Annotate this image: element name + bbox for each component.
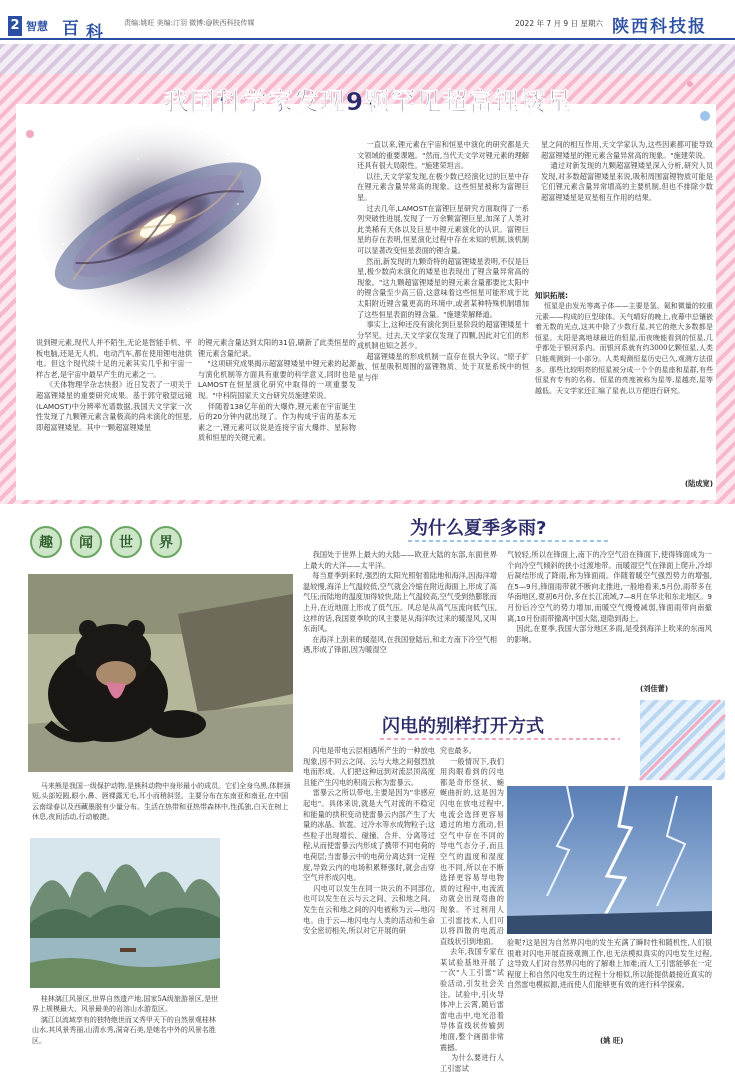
article1-column-d: 星之间的相互作用,天文学家认为,这些因素都可能导致超富锂矮星的锂元素含量异常高的现象。"施建荣说。 通过对新发现的九颗超富锂矮星深入分析,研究人员发现,对多数超富锂矮星来说,吸积周围富锂物质可能是它们锂元素含量异常增高的主要机制,但也不排除少数超富锂矮星是双星相互作用的结果。 (541, 140, 713, 202)
article-title-lithium-dwarfs: 我国科学家发现9颗罕见超富锂矮星 (163, 87, 573, 116)
column-label: 智慧 (26, 20, 48, 33)
knowledge-sidebar (535, 290, 713, 500)
quaint-char-1: 趣 (30, 526, 62, 558)
river-caption: 桂林漓江风景区,世界自然遗产地,国家5A级旅游景区,是世界上规模最大、风景最美的岩溶山水游览区。 漓江以流域享有的独特绝世而又秀甲天下的自然景观桂林山水,其风景秀丽,山清水秀,洞奇石美,是她名中外的风景名胜区。 (32, 995, 219, 1045)
newspaper-masthead: 陕西科技报 (612, 17, 707, 37)
sun-bear-photo (28, 574, 293, 772)
article1-column-a: 说到锂元素,现代人并不陌生,无论是智能手机、平板电脑,还是无人机、电动汽车,都在使用锂电池供电。但这个现代续十足的元素其实几乎和宇宙一样古老,是宇宙中最早产生的元素之一。 《天体物理学杂志快报》近日发表了一项关于超富锂矮星的重要研究成果。基于郭守敬望远镜(LAMOST)中分辨率光谱数据,我国天文学家一次性发现了九颗锂元素含量极高的尚未演化的恒星,即超富锂矮星。其中一颗超富锂矮星 (36, 338, 192, 432)
quaint-char-2: 闻 (70, 526, 102, 558)
bear-caption: 马来熊是我国一级保护动物,是熊科动物中身形最小的成员。它们全身乌黑,体胖颈短,头部短圆,眼小,鼻、唇裸露无毛,耳小而稍斜竖。主要分布在东南亚和南亚,在中国云南绿春以及西藏墨脱有少量分布。生活在热带和亚热带森林中,性孤独,白天在树上休息,夜间活动,行动敏捷。 (32, 782, 291, 822)
page-number: 2 (8, 16, 22, 36)
article3-byline: (姚 旺) (600, 1036, 624, 1045)
issue-date: 2022 年 7 月 9 日 星期六 (515, 19, 603, 28)
quaint-world-banner (30, 522, 220, 562)
lijiang-river-photo (30, 838, 220, 988)
title3-underline (380, 736, 620, 742)
article2-byline: (刘佳蕾) (640, 684, 669, 693)
article1-column-b: 的锂元素含量达到太阳的31倍,刷新了此类恒星的锂元素含量纪录。 "这项研究成果揭示超富锂矮星中锂元素的起源与演化机制等方面具有重要的科学意义,同时也是LAMOST在恒星演化研究中取得的一项重要发现。"中科院国家天文台研究员施建荣说。 伴随着138亿年前的大爆炸,锂元素在宇宙诞生后的20分钟内就出现了。作为构成宇宙的基本元素之一,锂元素可以说是连接宇宙大爆炸、星际物质和恒星的关键元素。 (198, 338, 357, 443)
article1-column-c: 一直以来,锂元素在宇宙和恒星中演化的研究都是天文领域的重要课题。"然而,当代天文学对锂元素的理解还具有很大局限性。"施建荣坦言。 以往,天文学家发现,在极少数已经演化过的巨星中存在锂元素含量异常高的现象。这些恒星被称为富锂巨星。 过去几年,LAMOST在富锂巨星研究方面取得了一系列突破性进展,发现了一万余颗富锂巨星,加深了人类对此类稀有天体以及巨星中锂元素演化的认识。富锂巨星的存在表明,恒星演化过程中存在未知的机制,该机制可以显著改变恒星表面的锂含量。 然而,新发现的九颗奇特的超富锂矮星表明,不仅是巨星,极少数尚未演化的矮星也表现出了锂含量异常高的现象。"这九颗超富锂矮星的锂元素含量都要比太阳中的锂含量至少高三倍,这意味着这些恒星可能形成于比太阳附近锂含量更高的环境中,或者某种特殊机制增加了这些恒星表面的锂含量。"施建荣解释道。 事实上,这种还没有演化到巨星阶段的超富锂矮星十分罕见。过去,天文学家仅发现了四颗,因此对它们的形成机制也知之甚少。 超富锂矮星的形成机制一直存在很大争议。"原子扩散、恒星吸积周围的富锂物质、处于双星系统中的恒星与伴 (357, 140, 530, 383)
sidebar-title: 知识拓展: (535, 291, 568, 300)
article3-column-c: 验呢?这是因为自然界闪电的发生充满了瞬时性和随机性,人们很很难对闪电开展直接观测工作,也无法模拟真实的闪电发生过程,这导致人们对自然界闪电的了解难上加难;而人工引雷能够在一定程度上和自然闪电发生的过程十分相似,所以能提供最接近真实的自然雷电模拟源,进而使人们能够更有效的进行科学探索。 (507, 938, 712, 990)
decoration-stripes (640, 700, 725, 780)
sidebar-text: 恒星是由发光等离子体——主要是氢、氦和微量的较重元素——构成的巨型球体。天气晴好的晚上,夜幕中总镶嵌着无数的光点,这其中除了少数行星,其它的绝大多数都是恒星。太阳是离地球最近的恒星,而夜晚能看到的恒星,几乎都处于银河系内。而银河系就有约3000亿颗恒星,人类只能观测到一小部分。人类观测恒星历史已久,观测方法很多。那些比较明亮的恒星被分成一个个的星座和星群,有些恒星有专有的名称。恒星的亮度被称为星等,星越亮,星等越低。天文学家还汇编了星表,以方便进行研究。 (535, 302, 714, 395)
quaint-char-4: 界 (150, 526, 182, 558)
column-label-big-1: 百 (62, 19, 79, 39)
staff-credits: 责编:姚旺 美编:汀羽 微博:@陕西科技传媒 (124, 19, 255, 27)
galaxy-image (38, 124, 278, 329)
article3-column-a: 闪电是带电云层相遇所产生的一种放电现象,因不同云之间、云与大地之间强烈放电而形成。人们把这种远到对流层顶高度且能产生闪电的积雨云称为雷暴云。 雷暴云之所以带电,主要是因为"非感应起电"。具体来说,就是大气对流的不稳定和能量的拱积变动使雷暴云内部产生了大量的冰晶、软雹、过冷水等水成物粒子;这些粒子出现增长、碰撞、合并、分离等过程,从而使雷暴云内形成了携带不同电荷的电荷层;当雷暴云中的电荷分离达到一定程度,导致云内的电场积累释强时,就会击穿空气并形成闪电。 闪电可以发生在同一块云的不同部位,也可以发生在云与云之间、云和地之间。发生在云和地之间的闪电被称为云—地闪电。由于云—地闪电与人类的活动和生命安全密切相关,所以对它开展的研 (303, 746, 436, 936)
article2-column-b: 气较轻,所以在锋面上,南下的冷空气沿在锋面下,使得锋面成为一个向冷空气倾斜的狭小过渡地带。而暖湿空气在锋面上爬升,冷却后凝结形成了降雨,称为锋面雨。伴随着暖空气强烈势力的增强,在5—9月,锋面雨带就不断向北推进,一般地看来,5月份,雨带多在华南地区,夏初6月份,多在长江流域,7—8月在华北和东北地区。9月份后冷空气的势力增加,而暖空气慢慢减弱,锋面雨带向南撤离,10月份雨带撤离中国大陆,退隐到海上。 因此,在夏季,我国大部分地区多雨,是受到海洋上吹来的东南风的影响。 (507, 550, 712, 644)
title-underline (408, 538, 608, 544)
quaint-char-3: 世 (110, 526, 142, 558)
lightning-photo (507, 786, 712, 934)
article-title-summer-rain: 为什么夏季多雨? (410, 518, 547, 539)
article2-column-a: 我国处于世界上最大的大陆——欧亚大陆的东部,东面世界上最大的大洋——太平洋。 每当夏季到来时,强烈的太阳光照射着陆地和海洋,因海洋增温较慢,海洋上气温较低,空气就会冷缩在附近海面上,形成了高气压;而陆地的温度加得较快,陆上气温较高,空气受到热膨胀而上升,在近地面上形成了低气压。风总是从高气压流向低气压,这样的话,我国夏季吹的风主要是从海洋吹过来的暖湿风,又叫东南风。 在海洋上刮来的暖湿风,在我国登陆后,和北方南下冷空气相遇,形成了锋面,因为暖湿空 (303, 550, 498, 655)
article1-byline: (陆成宽) (684, 479, 713, 488)
column-label-big-2: 科 (86, 23, 103, 43)
article3-column-b: 究也最多。 一般情况下,我们用肉眼看到的闪电都是奇形怪状、蜿蜒曲折的,这是因为闪电在放电过程中,电流会选择更容易通过的地方流动,但空气中存在不同的导电气态分子,而且空气的温度和湿度也不同,所以在不断选择更容易导电物质的过程中,电流流动就会出现弯曲的现象。不过利用人工引雷技术,人们可以将四散的电流沿直线状引到地面。 去年,我国专家在某试验基地开展了一次"人工引雷"试验活动,引发社会关注。试验中,引火导体冲上云霄,随后雷雷电击中,电光沿着导体直线状传输到地面,整个画面非常震撼。 为什么要进行人工引雷试 (440, 746, 504, 1073)
article-title-lightning: 闪电的别样打开方式 (382, 716, 544, 737)
